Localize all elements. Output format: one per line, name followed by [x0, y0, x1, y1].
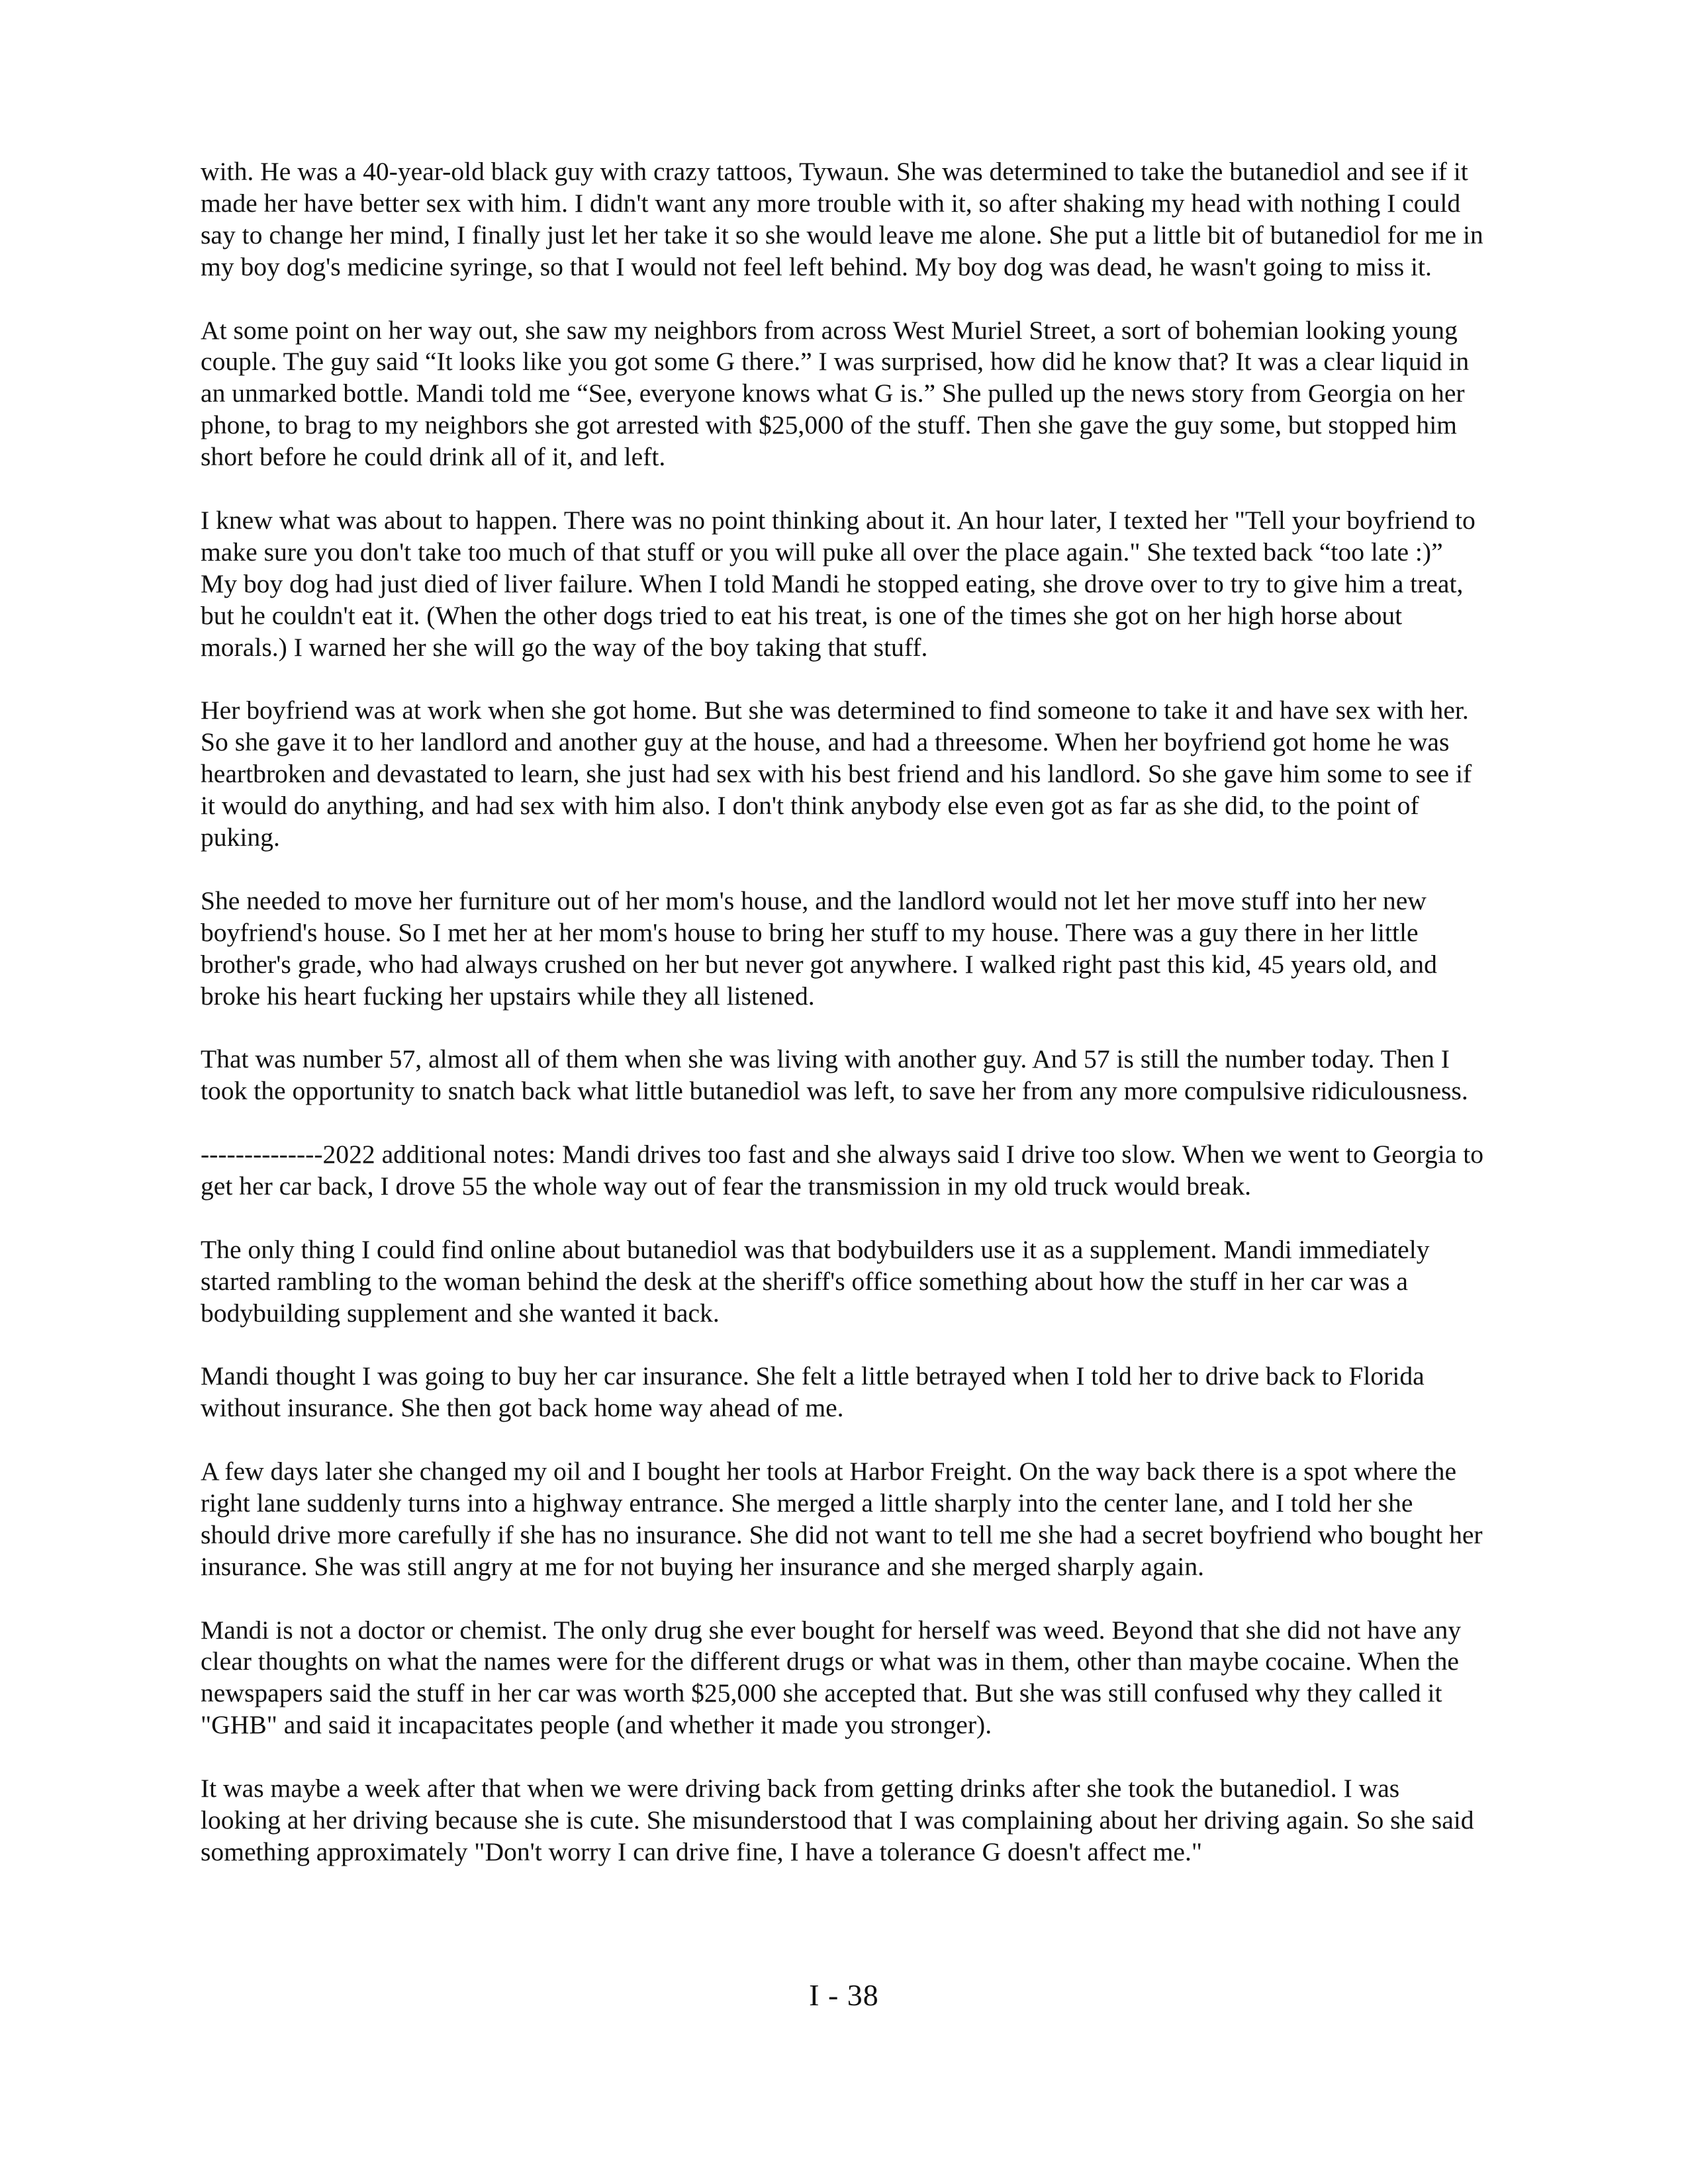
paragraph-9: Mandi thought I was going to buy her car insurance. She felt a little betrayed when I told her to drive back to Florida without insurance. She then got back home way ahead of me. — [201, 1361, 1425, 1423]
paragraph-1: with. He was a 40-year-old black guy with crazy tattoos, Tywaun. She was determined to take the butanediol and see if it made her have better sex with him. I didn't want any more trouble with it, so after shaking my head with nothing I could say to change her mind, I finally just let her take it so she would leave me alone. She put a little bit of butanediol for me in my boy dog's medicine syringe, so that I would not feel left behind. My boy dog was dead, he wasn't going to miss it. — [201, 157, 1483, 281]
paragraph-3: I knew what was about to happen. There was no point thinking about it. An hour later, I texted her "Tell your boyfriend to make sure you don't take too much of that stuff or you will puke all over the place again." She texted back “too late :)” My boy dog had just died of liver failure. When I told Mandi he stopped eating, she drove over to try to give him a treat, but he couldn't eat it. (When the other dogs tried to eat his treat, is one of the times she got on her high horse about morals.) I warned her she will go the way of the boy taking that stuff. — [201, 505, 1476, 662]
body-text — [201, 156, 1485, 1868]
paragraph-4: Her boyfriend was at work when she got home. But she was determined to find someone to take it and have sex with her. So she gave it to her landlord and another guy at the house, and had a threesome. When her boyfriend got home he was heartbroken and devastated to learn, she just had sex with his best friend and his landlord. So she gave him some to see if it would do anything, and had sex with him also. I don't think anybody else even got as far as she did, to the point of puking. — [201, 696, 1472, 852]
paragraph-6: That was number 57, almost all of them when she was living with another guy. And 57 is still the number today. Then I took the opportunity to snatch back what little butanediol was left, to save her from any more compulsive ridiculousness. — [201, 1044, 1468, 1106]
paragraph-7: --------------2022 additional notes: Mandi drives too fast and she always said I drive too slow. When we went to Georgia to get her car back, I drove 55 the whole way out of fear the transmission in my old truck would break. — [201, 1140, 1484, 1201]
paragraph-11: Mandi is not a doctor or chemist. The only drug she ever bought for herself was weed. Beyond that she did not have any clear thoughts on what the names were for the different drugs or what was in them, other than maybe cocaine. When the newspapers said the stuff in her car was worth $25,000 she accepted that. But she was still confused why they called it "GHB" and said it incapacitates people (and whether it made you stronger). — [201, 1615, 1462, 1740]
page-number: I - 38 — [809, 1978, 879, 2012]
paragraph-12: It was maybe a week after that when we were driving back from getting drinks after she took the butanediol. I was looking at her driving because she is cute. She misunderstood that I was complaining about her driving again. So she said something approximately "Don't worry I can drive fine, I have a tolerance G doesn't affect me." — [201, 1774, 1474, 1866]
paragraph-5: She needed to move her furniture out of her mom's house, and the landlord would not let her move stuff into her new boyfriend's house. So I met her at her mom's house to bring her stuff to my house. There was a guy there in her little brother's grade, who had always crushed on her but never got anywhere. I walked right past this kid, 45 years old, and broke his heart fucking her upstairs while they all listened. — [201, 886, 1437, 1011]
paragraph-8: The only thing I could find online about butanediol was that bodybuilders use it as a supplement. Mandi immediately started rambling to the woman behind the desk at the sheriff's office something about how the stuff in her car was a bodybuilding supplement and she wanted it back. — [201, 1234, 1430, 1328]
paragraph-10: A few days later she changed my oil and I bought her tools at Harbor Freight. On the way back there is a spot where the right lane suddenly turns into a highway entrance. She merged a little sharply into the center lane, and I told her she should drive more carefully if she has no insurance. She did not want to tell me she had a secret boyfriend who bought her insurance. She was still angry at me for not buying her insurance and she merged sharply again. — [201, 1457, 1483, 1581]
paragraph-2: At some point on her way out, she saw my neighbors from across West Muriel Street, a sort of bohemian looking young couple. The guy said “It looks like you got some G there.” I was surprised, how did he know that? It was a clear liquid in an unmarked bottle. Mandi told me “See, everyone knows what G is.” She pulled up the news story from Georgia on her phone, to brag to my neighbors she got arrested with $25,000 of the stuff. Then she gave the guy some, but stopped him short before he could drink all of it, and left. — [201, 315, 1470, 472]
